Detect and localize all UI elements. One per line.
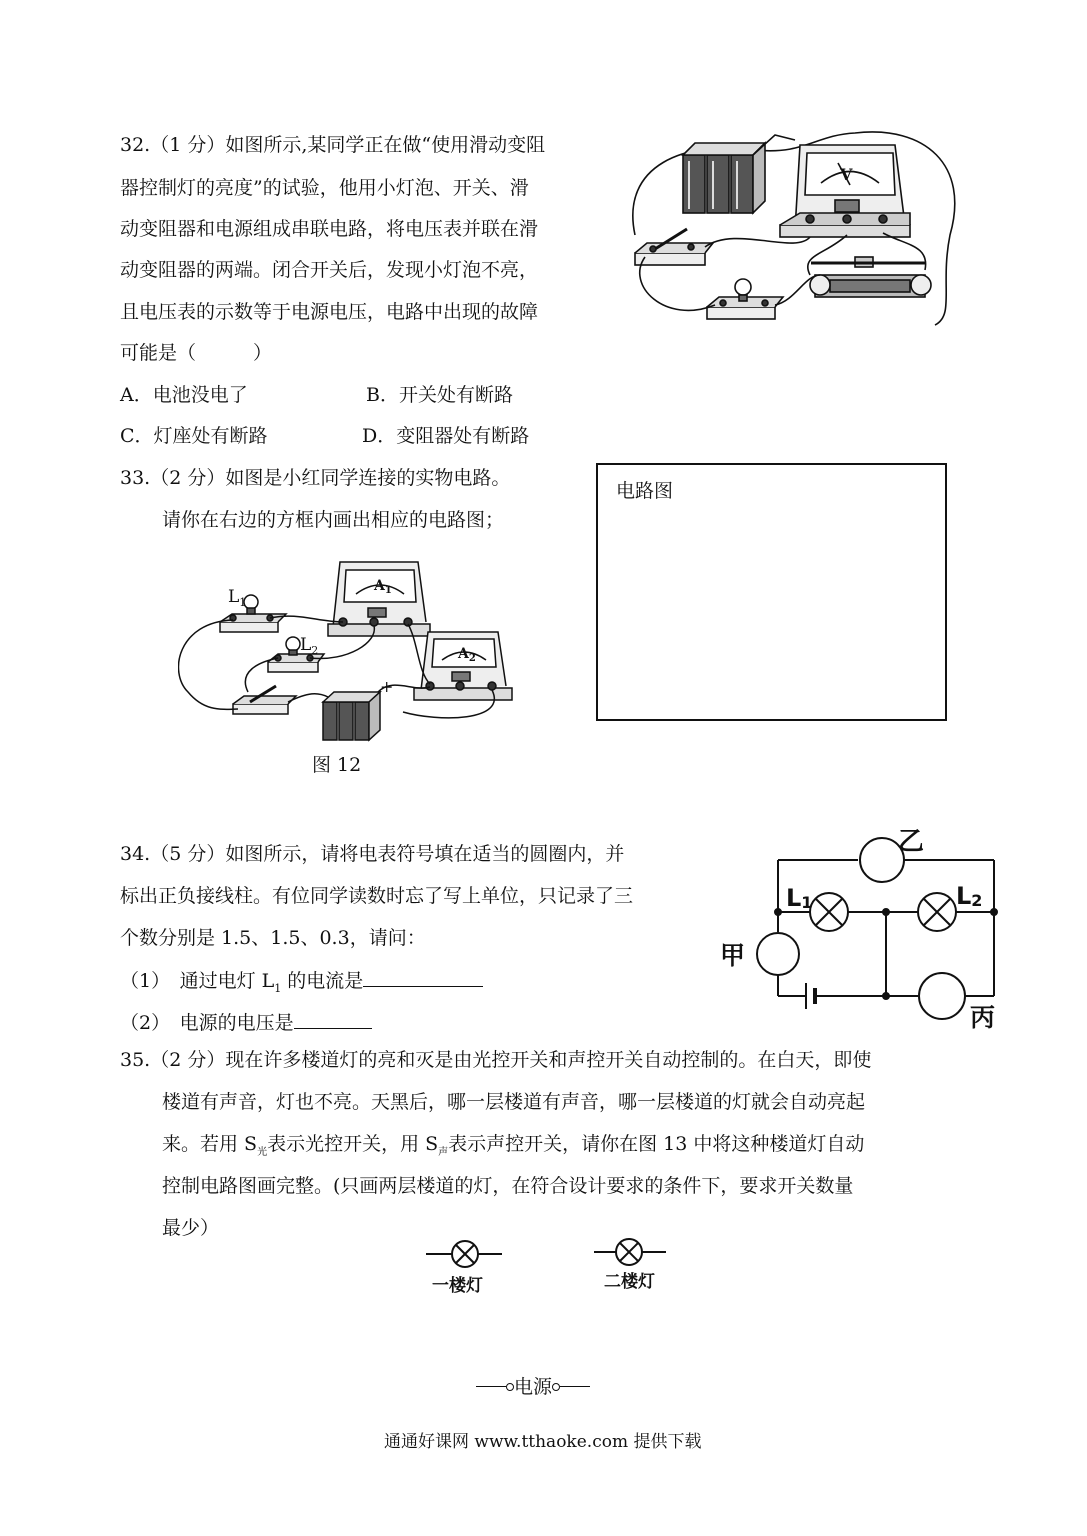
q34-current-blank[interactable] <box>363 966 483 987</box>
q32-option-c: C．灯座处有断路 <box>120 425 268 447</box>
q35-line3-sub-sound: 声 <box>438 1146 449 1158</box>
a1-label: $A_1$ <box>374 578 392 596</box>
q34-sub2-text: （2） 电源的电压是 <box>120 1012 294 1034</box>
lamp1-label: 一楼灯 <box>432 1276 483 1296</box>
q32-line-5: 且电压表的示数等于电源电压，电路中出现的故障 <box>120 301 539 323</box>
q35-line-2: 楼道有声音，灯也不亮。天黑后，哪一层楼道有声音，哪一层楼道的灯就会自动亮起 <box>162 1091 866 1113</box>
q32-line-2: 器控制灯的亮度”的试验，他用小灯泡、开关、滑 <box>120 177 529 199</box>
q35-line-4: 控制电路图画完整。(只画两层楼道的灯，在符合设计要求的条件下，要求开关数量 <box>162 1175 854 1197</box>
ammeter-a1-icon <box>328 562 430 636</box>
power-terminal-right-icon <box>552 1383 560 1391</box>
q34-sub1-suffix: 的电流是 <box>281 970 364 992</box>
switch-icon <box>635 229 713 265</box>
q33-figure-caption: 图 12 <box>312 754 362 776</box>
l2-label: $L_2$ <box>300 635 319 657</box>
ammeter-a2-icon <box>414 632 512 700</box>
meter-bing-circle <box>919 973 965 1019</box>
q32-line-4: 动变阻器的两端。闭合开关后，发现小灯泡不亮， <box>120 259 539 281</box>
q34-line-2: 标出正负接线柱。有位同学读数时忘了写上单位，只记录了三 <box>120 885 634 907</box>
footer-text: 通通好课网 www.tthaoke.com 提供下载 <box>384 1432 702 1452</box>
q33-line-2: 请你在右边的方框内画出相应的电路图； <box>162 509 505 531</box>
q32-line-1: 32.（1 分）如图所示,某同学正在做“使用滑动变阻 <box>120 134 546 156</box>
l2-bulb-icon <box>286 637 300 651</box>
battery-plus-label: + <box>380 677 394 696</box>
q33-answer-box[interactable] <box>596 463 947 721</box>
l1-label: $L_1$ <box>228 587 247 609</box>
label-yi: 乙 <box>898 827 925 857</box>
label-l2: L2 <box>956 882 983 910</box>
battery-icon <box>683 143 765 213</box>
q33-switch-icon <box>233 686 296 714</box>
q35-line-1: 35.（2 分）现在许多楼道灯的亮和灭是由光控开关和声控开关自动控制的。在白天，即使 <box>120 1049 872 1071</box>
q34-sub-1 <box>120 966 483 1001</box>
q35-line3-part-b: 表示光控开关，用 S <box>267 1133 439 1155</box>
q32-line-6: 可能是（ ） <box>120 342 273 364</box>
power-wire-left <box>476 1386 506 1387</box>
rheostat-icon <box>810 257 931 297</box>
q35-line3-part-a: 来。若用 S <box>162 1133 258 1155</box>
lamp2-symbol <box>590 1234 680 1270</box>
q33-line-1: 33.（2 分）如图是小红同学连接的实物电路。 <box>120 467 511 489</box>
lamp-icon <box>707 279 783 319</box>
q32-line-3: 动变阻器和电源组成串联电路，将电压表并联在滑 <box>120 218 539 240</box>
label-l1: L1 <box>786 884 813 912</box>
q33-box-label: 电路图 <box>616 480 674 502</box>
lamp1-symbol <box>422 1236 512 1272</box>
q34-line-3: 个数分别是 1.5、1.5、0.3，请问： <box>120 927 426 949</box>
lamp2-label: 二楼灯 <box>604 1272 655 1292</box>
q35-line3-part-c: 表示声控开关，请你在图 13 中将这种楼道灯自动 <box>448 1133 865 1155</box>
q32-apparatus-figure <box>625 125 970 340</box>
a2-label: $A_2$ <box>458 646 476 664</box>
q34-line-1: 34.（5 分）如图所示，请将电表符号填在适当的圆圈内，并 <box>120 843 625 865</box>
q33-circuit-figure <box>178 552 518 752</box>
q34-sub1-subscript: 1 <box>274 981 282 995</box>
q32-option-a: A．电池没电了 <box>120 384 248 406</box>
q35-line3-sub-light: 光 <box>257 1146 268 1158</box>
q32-option-d: D．变阻器处有断路 <box>362 425 530 447</box>
label-bing: 丙 <box>970 1003 996 1032</box>
q34-sub-2 <box>120 1008 372 1035</box>
power-terminal-left-icon <box>506 1383 514 1391</box>
voltmeter-icon <box>780 145 910 237</box>
label-jia: 甲 <box>720 941 746 970</box>
meter-jia-circle <box>757 933 799 975</box>
power-wire-right <box>560 1386 590 1387</box>
q32-option-b: B．开关处有断路 <box>366 384 513 406</box>
q34-voltage-blank[interactable] <box>294 1008 372 1029</box>
svg-text:V: V <box>840 165 853 184</box>
q35-line-3 <box>162 1132 864 1165</box>
q34-circuit-diagram <box>718 818 1008 1033</box>
power-source <box>476 1375 590 1399</box>
q35-line-5: 最少） <box>162 1217 220 1239</box>
power-label: 电源 <box>514 1376 553 1398</box>
q33-battery-icon <box>323 692 380 740</box>
q34-sub1-prefix: （1） 通过电灯 L <box>120 970 275 992</box>
